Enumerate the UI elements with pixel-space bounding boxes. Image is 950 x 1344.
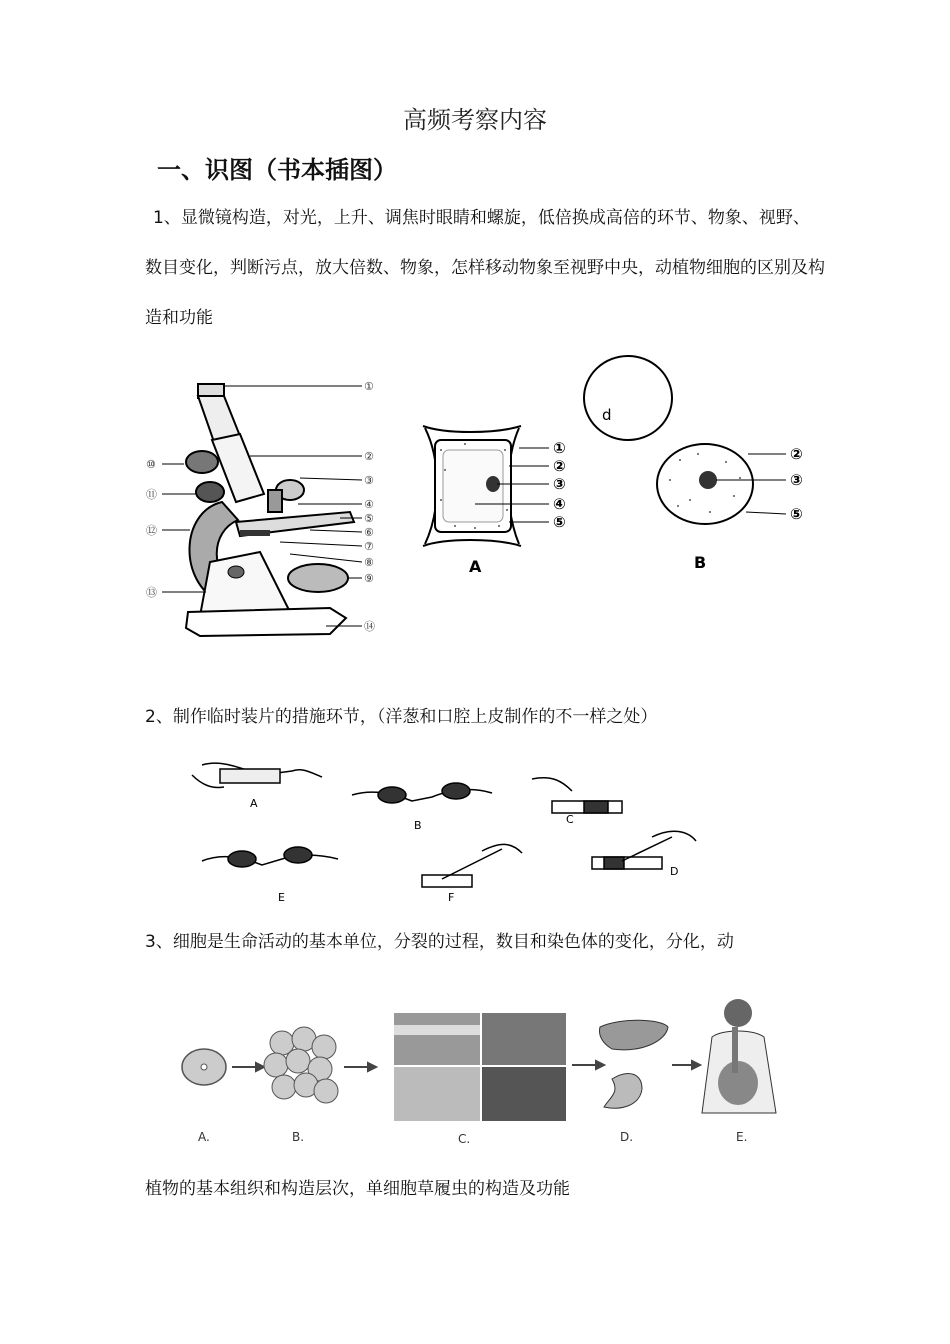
microscope-label-10: ⑩: [146, 458, 156, 471]
microscope-label-14: ⑭: [364, 620, 375, 633]
microscope-label-13: ⑬: [146, 586, 157, 599]
microscope-label-12: ⑫: [146, 524, 157, 537]
slide-step-e: E: [278, 891, 285, 904]
development-caption-e: E.: [736, 1130, 748, 1144]
cell-a-label-5: ⑤: [553, 513, 566, 531]
section-heading: 一、识图（书本插图）: [157, 156, 397, 184]
paragraph-slide-steps: 2、制作临时装片的措施环节，（洋葱和口腔上皮制作的不一样之处）: [145, 707, 658, 727]
microscope-label-1: ①: [364, 380, 374, 393]
slide-preparation-figure: [172, 745, 732, 910]
microscope-label-4: ④: [364, 498, 374, 511]
paragraph-microscope: 1、显微镜构造，对光，上升、调焦时眼睛和螺旋，低倍换成高倍的环节、物象、视野、数目变化，判断污点，放大倍数、物象，怎样移动物象至视野中央，动植物细胞的区别及构造和功能: [145, 208, 825, 328]
cell-a-label-4: ④: [553, 495, 566, 513]
page-title: 高频考察内容: [403, 106, 547, 134]
microscope-label-5: ⑤: [364, 512, 374, 525]
paragraph-tissues: 植物的基本组织和构造层次，单细胞草履虫的构造及功能: [145, 1179, 570, 1199]
development-caption-c: C.: [458, 1132, 471, 1146]
circle-label-d: d: [602, 406, 612, 424]
paragraph-cell-division: 3、细胞是生命活动的基本单位，分裂的过程，数目和染色体的变化，分化，动: [145, 932, 734, 952]
cell-a-label-2: ②: [553, 457, 566, 475]
development-figure: [172, 993, 802, 1153]
cell-a-label-3: ③: [553, 475, 566, 493]
microscope-label-7: ⑦: [364, 540, 374, 553]
slide-step-c: C: [566, 813, 574, 826]
cell-b-label-5: ⑤: [790, 505, 803, 523]
microscope-label-9: ⑨: [364, 572, 374, 585]
microscope-label-11: ⑪: [146, 488, 157, 501]
cell-a-label-1: ①: [553, 439, 566, 457]
cell-b-label-2: ②: [790, 445, 803, 463]
slide-step-d: D: [670, 865, 679, 878]
microscope-label-8: ⑧: [364, 556, 374, 569]
animal-cell-figure: [650, 440, 825, 575]
slide-step-f: F: [448, 891, 455, 904]
development-caption-a: A.: [198, 1130, 210, 1144]
development-caption-d: D.: [620, 1130, 634, 1144]
cell-b-label-3: ③: [790, 471, 803, 489]
view-circle-figure: [580, 352, 680, 444]
plant-cell-figure: [415, 420, 595, 580]
development-caption-b: B.: [292, 1130, 305, 1144]
cell-b-caption: B: [694, 553, 707, 572]
microscope-label-2: ②: [364, 450, 374, 463]
microscope-label-3: ③: [364, 474, 374, 487]
slide-step-a: A: [250, 797, 258, 810]
microscope-label-6: ⑥: [364, 526, 374, 539]
microscope-figure: [140, 372, 390, 642]
cell-a-caption: A: [469, 557, 482, 576]
slide-step-b: B: [414, 819, 422, 832]
